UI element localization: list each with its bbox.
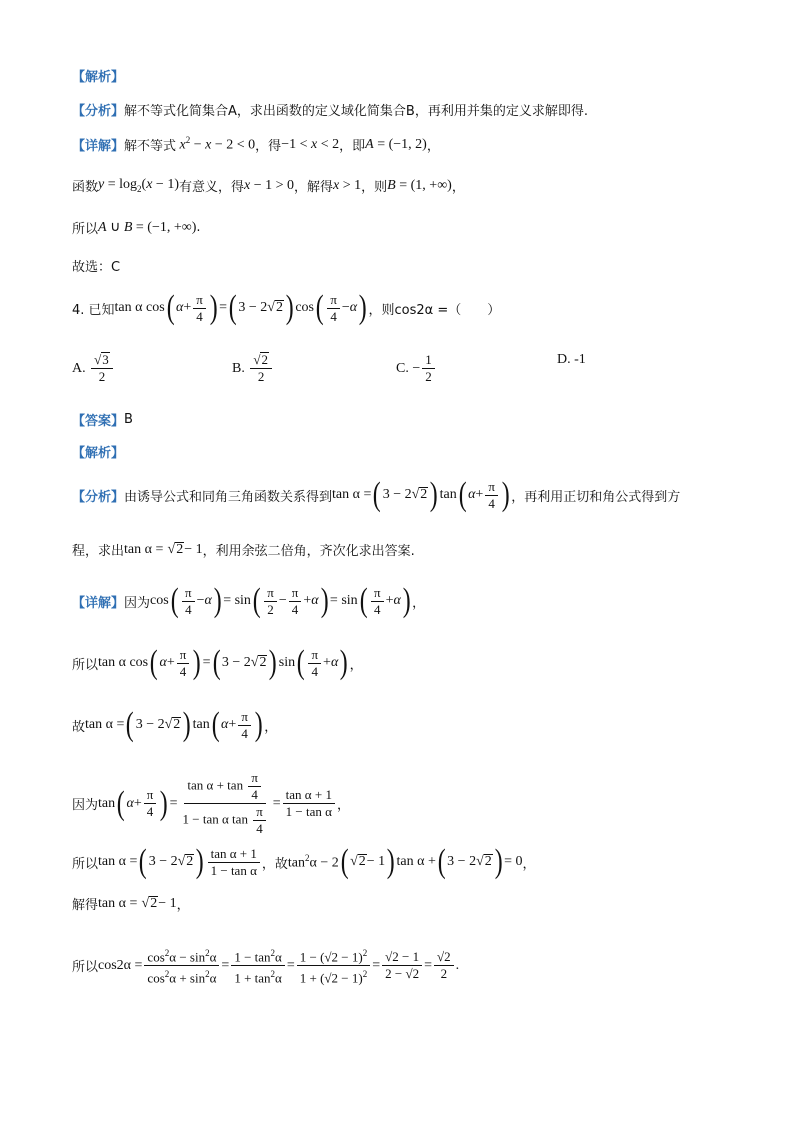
range: −1 < x < 2 xyxy=(281,136,340,152)
fenxi-tag: 【分析】 xyxy=(72,104,125,119)
option-c: C. − $\frac{1}{2}$ xyxy=(396,352,437,385)
option-letter: C. xyxy=(396,360,409,376)
q4-detail-2: 所以 tan α cos ( α + $\frac{\pi}{4}$ ) = ( 3 − 2 √ 2 ) sin ( $\frac{\pi}{4}$ + α ) ， xyxy=(72,644,363,681)
jiexi-tag: 【解析】 xyxy=(72,446,125,461)
text: 程，求出 xyxy=(72,544,125,559)
xiangjie-tag: 【详解】 xyxy=(72,139,125,154)
option-b: B. √ 2 2 xyxy=(232,352,274,385)
text: 由诱导公式和同角三角函数关系得到 xyxy=(124,489,333,505)
text: 解不等式 xyxy=(124,139,177,154)
q4-analysis-1: 【分析】 由诱导公式和同角三角函数关系得到 tan α = ( 3 − 2 √ 2 ) tan ( α + $\frac{\pi}{4}$ ) ，再利用正切和角公式得到方 xyxy=(72,476,681,513)
question-number: 4. 已知 xyxy=(72,302,115,318)
q4-detail-3: 故 tan α = ( 3 − 2 √ 2 ) tan ( α + $\frac{\pi}{4}$ ) ， xyxy=(72,706,278,743)
q3-analysis xyxy=(72,100,588,119)
option-value: -1 xyxy=(574,352,586,367)
text: 所以 xyxy=(72,657,99,673)
stem-end: ，则cos2α =（ ） xyxy=(368,302,501,318)
q4-jiexi-header xyxy=(72,442,124,461)
text: ， xyxy=(426,139,440,154)
text: 所以 xyxy=(72,856,99,872)
answer-value: B xyxy=(124,412,133,427)
q3-jiexi-header xyxy=(72,66,124,85)
option-letter: D. xyxy=(557,352,571,367)
option-a: A. √ 3 2 xyxy=(72,352,115,385)
q3-detail-2 xyxy=(72,176,465,195)
q4-detail-5: 所以 tan α = ( 3 − 2 √ 2 ) $\frac{\text{tan α + 1}}{\text{1 − tan α}}$ ，故 $\tan^2\alpha - 2$ ( √ 2 − 1 ) tan α + ( 3 − 2 √ 2 ) = 0 ， xyxy=(72,843,536,880)
q4-detail-1: 【详解】 因为 cos ( $\frac{\pi}{4}$ − α ) = sin ( $\frac{\pi}{2}$ − $\frac{\pi}{4}$ + α ) = sin ( $\frac{\pi}{4}$ + α ) ， xyxy=(72,582,426,619)
text: 所以 xyxy=(72,960,99,976)
inequality: $x^2 - x - 2 < 0$ xyxy=(179,135,256,153)
q3-choice xyxy=(72,256,120,275)
set-b: B = (1, +∞) xyxy=(387,177,452,193)
q4-answer xyxy=(72,410,133,429)
text: ，即 xyxy=(339,139,366,154)
daan-tag: 【答案】 xyxy=(72,414,125,429)
text: ，再利用正切和角公式得到方 xyxy=(511,489,681,505)
option-letter: A. xyxy=(72,360,86,376)
text: 因为 xyxy=(124,595,151,611)
text: ， xyxy=(451,180,465,195)
q4-stem: 4. 已知 tan α cos ( α + $\frac{\pi}{4}$ ) = ( 3 − 2 √ 2 ) cos ( $\frac{\pi}{4}$ − α ) ，则cos2α =（ ） xyxy=(72,289,501,326)
text: 故 xyxy=(72,719,86,735)
option-letter: B. xyxy=(232,360,245,376)
xiangjie-tag: 【详解】 xyxy=(72,595,125,611)
text: 函数 xyxy=(72,180,99,195)
text: ，解得 xyxy=(294,180,334,195)
q3-detail-3 xyxy=(72,218,201,237)
q4-analysis-2: 程，求出 tan α = √ 2 − 1 ，利用余弦二倍角，齐次化求出答案. xyxy=(72,541,415,559)
cond2: x > 1 xyxy=(333,177,362,193)
text: . xyxy=(196,220,201,235)
function: $y = \log_2(x - 1)$ xyxy=(98,177,179,194)
set-a: A = (−1, 2) xyxy=(365,136,427,152)
choice-text: 故选：C xyxy=(72,260,121,275)
fenxi-tag: 【分析】 xyxy=(72,489,125,505)
cond: x − 1 > 0 xyxy=(244,177,295,193)
text: ，得 xyxy=(255,139,282,154)
union: A ∪ B = (−1, +∞) xyxy=(98,220,197,235)
text: ，利用余弦二倍角，齐次化求出答案. xyxy=(202,544,415,559)
q4-detail-4: 因为 tan ( α + $\frac{\pi}{4}$ ) = tan α + tan $\frac{\pi}{4}$ 1 − tan α tan $\frac{\pi}{4}$ = $\frac{\text{tan α + 1}}{\text{1 − tan α}}$ ， xyxy=(72,770,350,836)
q4-detail-7: 所以 cos2α = $\frac{\cos^2\alpha - \sin^2\alpha}{\cos^2\alpha + \sin^2\alpha}$ = $\frac{1 - \tan^2\alpha}{1 + \tan^2\alpha}$ = $\frac{1 - (√2 - 1)^2}{1 + (√2 - 1)^2}$ = $\frac{√2 - 1}{2 - √2}$ = $\frac{√2}{2}$ . xyxy=(72,945,459,987)
q4-detail-6: 解得 tan α = √ 2 − 1 ， xyxy=(72,895,190,913)
text: 解得 xyxy=(72,898,99,913)
q3-analysis-text: 解不等式化简集合A，求出函数的定义域化简集合B，再利用并集的定义求解即得. xyxy=(124,104,588,119)
option-d xyxy=(557,352,586,368)
text: 有意义，得 xyxy=(178,180,244,195)
text: ，故 xyxy=(261,856,288,872)
text: 所以 xyxy=(72,222,99,237)
text: ，则 xyxy=(361,180,388,195)
jiexi-tag: 【解析】 xyxy=(72,70,125,85)
stem-math: tan α cos xyxy=(114,300,165,315)
q3-detail-1 xyxy=(72,135,440,154)
text: 因为 xyxy=(72,798,99,813)
